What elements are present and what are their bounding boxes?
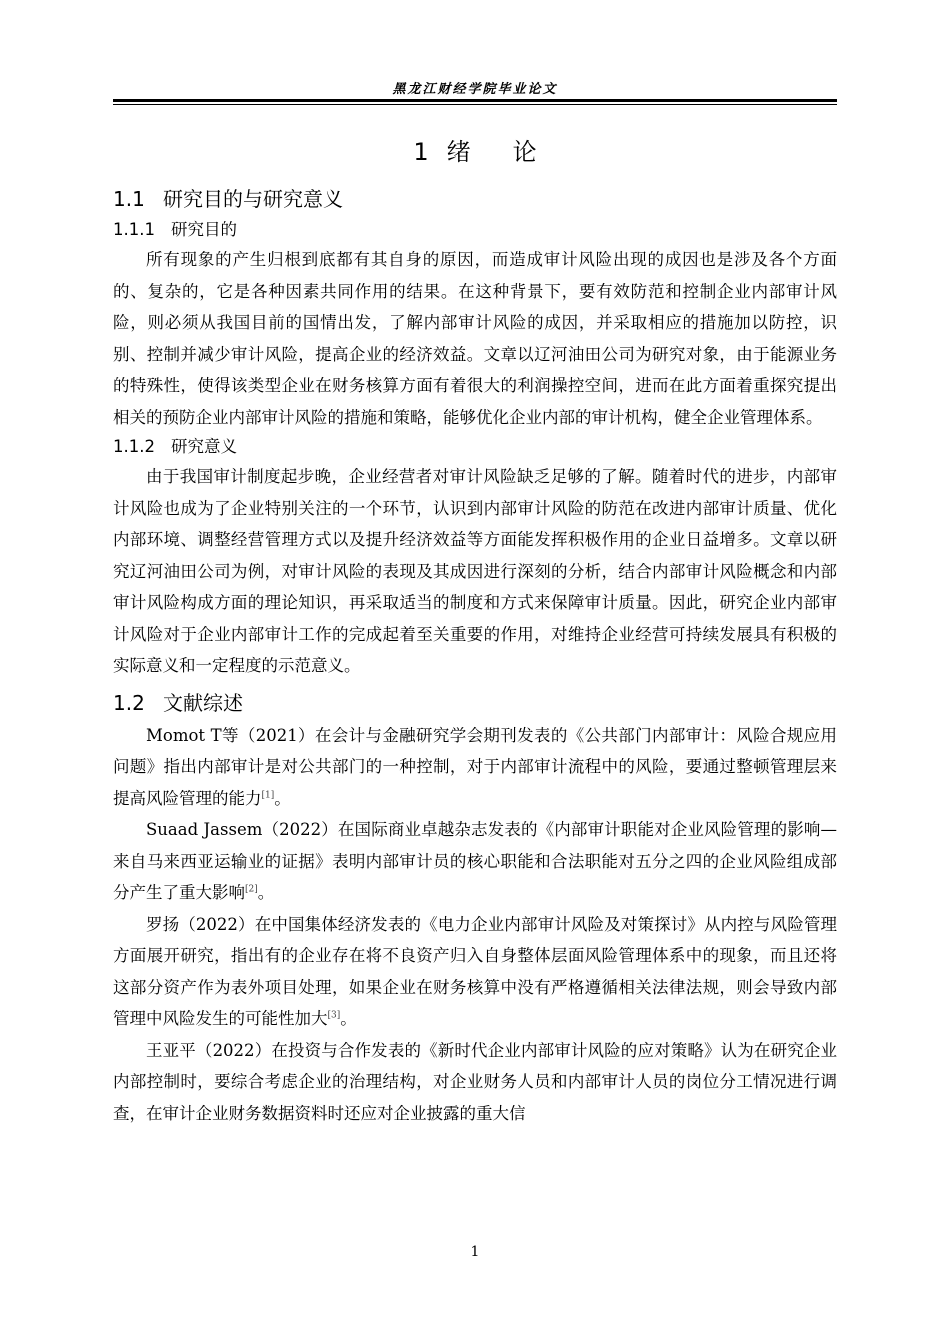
header-title: 黑龙江财经学院毕业论文	[392, 82, 558, 97]
citation-ref[interactable]: [3]	[327, 1010, 341, 1021]
chapter-title-char-2: 论	[512, 138, 537, 166]
section-heading-1-2	[113, 686, 837, 720]
section-heading-1-1	[113, 182, 837, 216]
citation-ref[interactable]: [1]	[261, 790, 275, 800]
page-number: 1	[470, 1244, 480, 1260]
section-title: 文献综述	[163, 690, 243, 715]
paragraph-text: Momot T等（2021）在会计与金融研究学会期刊发表的《公共部门内部审计：风险合规应用问题》指出内部审计是对公共部门的一种控制，对于内部审计流程中的风险，要通过整顿管理层来提高风险管理的能力	[113, 725, 837, 808]
paragraph-literature-1	[113, 720, 837, 815]
subsection-title: 研究目的	[171, 220, 237, 239]
chapter-number: 1	[413, 138, 429, 166]
header-rule-thick	[113, 99, 837, 102]
document-body	[113, 130, 837, 1129]
header-rule-thin	[113, 104, 837, 105]
paragraph-literature-2	[113, 814, 837, 909]
paragraph-text: 王亚平（2022）在投资与合作发表的《新时代企业内部审计风险的应对策略》认为在研究企业内部控制时，要综合考虑企业的治理结构，对企业财务人员和内部审计人员的岗位分工情况进行调查，在审计企业财务数据资料时还应对企业披露的重大信	[113, 1040, 837, 1123]
paragraph-text: Suaad Jassem（2022）在国际商业卓越杂志发表的《内部审计职能对企业风险管理的影响—来自马来西亚运输业的证据》表明内部审计员的核心职能和合法职能对五分之四的企业风险组成部分产生了重大影响	[113, 820, 837, 902]
citation-ref[interactable]: [2]	[245, 884, 258, 895]
paragraph-tail: 。	[274, 788, 291, 808]
paragraph-research-purpose: 所有现象的产生归根到底都有其自身的原因，而造成审计风险出现的成因也是涉及各个方面的、复杂的，它是各种因素共同作用的结果。在这种背景下，要有效防范和控制企业内部审计风险，则必须从我国目前的国情出发，了解内部审计风险的成因，并采取相应的措施加以防控，识别、控制并减少审计风险，提高企业的经济效益。文章以辽河油田公司为研究对象，由于能源业务的特殊性，使得该类型企业在财务核算方面有着很大的利润操控空间，进而在此方面着重探究提出相关的预防企业内部审计风险的措施和策略，能够优化企业内部的审计机构，健全企业管理体系。	[113, 250, 837, 427]
subsection-heading-1-1-1	[113, 216, 837, 244]
subsection-title: 研究意义	[171, 437, 237, 456]
subsection-heading-1-1-2	[113, 433, 837, 461]
section-number: 1.2	[113, 690, 145, 715]
paragraph-literature-3	[113, 909, 837, 1035]
section-number: 1.1	[113, 187, 145, 211]
paragraph-tail: 。	[340, 1009, 357, 1028]
paragraph-research-significance: 由于我国审计制度起步晚，企业经营者对审计风险缺乏足够的了解。随着时代的进步，内部审计风险也成为了企业特别关注的一个环节，认识到内部审计风险的防范在改进内部审计质量、优化内部环境、调整经营管理方式以及提升经济效益等方面能发挥积极作用的企业日益增多。文章以研究辽河油田公司为例，对审计风险的表现及其成因进行深刻的分析，结合内部审计风险概念和内部审计风险构成方面的理论知识，再采取适当的制度和方式来保障审计质量。因此，研究企业内部审计风险对于企业内部审计工作的完成起着至关重要的作用，对维持企业经营可持续发展具有积极的实际意义和一定程度的示范意义。	[113, 467, 837, 675]
chapter-title	[113, 136, 837, 168]
chapter-title-char-1: 绪	[446, 138, 471, 166]
paragraph-literature-4	[113, 1035, 837, 1130]
paragraph-text: 罗扬（2022）在中国集体经济发表的《电力企业内部审计风险及对策探讨》从内控与风险管理方面展开研究，指出有的企业存在将不良资产归入自身整体层面风险管理体系中的现象，而且还将这部分资产作为表外项目处理，如果企业在财务核算中没有严格遵循相关法律法规，则会导致内部管理中风险发生的可能性加大	[113, 914, 837, 1028]
section-title: 研究目的与研究意义	[163, 187, 343, 211]
subsection-number: 1.1.1	[113, 220, 155, 239]
subsection-number: 1.1.2	[113, 437, 155, 456]
paragraph-tail: 。	[257, 883, 275, 902]
